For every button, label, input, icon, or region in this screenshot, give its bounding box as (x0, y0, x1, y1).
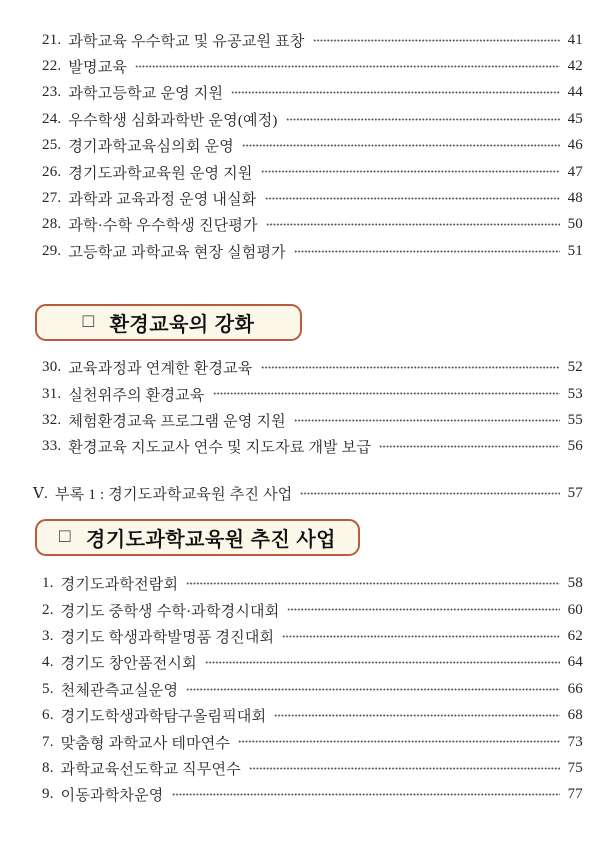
toc-entry-number: 30. (42, 359, 62, 376)
toc-entry-title: 천체관측교실운영 (60, 682, 179, 699)
dot-leader (379, 434, 560, 460)
toc-entry-page-number: 77 (567, 786, 583, 803)
toc-entry-title: 경기도 창안품전시회 (60, 656, 197, 673)
toc-entry-number: 28. (42, 216, 62, 233)
toc-entry-page-number: 73 (567, 733, 583, 750)
toc-entry (42, 355, 583, 381)
dot-leader (286, 106, 560, 132)
toc-entry-title: 이동과학차운영 (60, 788, 164, 805)
dot-leader (205, 650, 560, 676)
toc-entry-page-number: 60 (567, 601, 583, 618)
toc-entry-page-number: 42 (567, 58, 583, 75)
dot-leader (274, 702, 560, 728)
toc-entry-title: 교육과정과 연계한 환경교육 (68, 361, 253, 378)
toc-entry-title: 우수학생 심화과학반 운영(예정) (68, 112, 278, 129)
toc-entry (42, 782, 583, 808)
toc-entry-page-number: 56 (567, 438, 583, 455)
toc-entry-page-number: 48 (567, 190, 583, 207)
toc-entry-page-number: 68 (567, 707, 583, 724)
toc-entry-title: 발명교육 (68, 60, 128, 77)
toc-entry-number: 7. (42, 733, 54, 750)
toc-entry-number: 8. (42, 759, 54, 776)
dot-leader (172, 782, 561, 808)
toc-entry-title: 부록 1 : 경기도과학교육원 추진 사업 (54, 486, 293, 503)
toc-entry-page-number: 58 (567, 575, 583, 592)
toc-entry (42, 133, 583, 159)
section-header-title: 환경교육의 강화 (109, 313, 255, 336)
toc-entry-page-number: 46 (567, 137, 583, 154)
toc-entry (42, 650, 583, 676)
toc-entry-number: 22. (42, 58, 62, 75)
toc-entry-number: 3. (42, 627, 54, 644)
toc-entry-title: 과학고등학교 운영 지원 (68, 86, 224, 103)
toc-entry-number: 24. (42, 110, 62, 127)
square-bullet-icon: □ (59, 526, 72, 548)
dot-leader (242, 133, 560, 159)
toc-entry-page-number: 51 (567, 242, 583, 259)
toc-entry-number: 2. (42, 601, 54, 618)
toc-entry (42, 381, 583, 407)
dot-leader (294, 407, 560, 433)
toc-entry (42, 106, 583, 132)
dot-leader (213, 381, 560, 407)
toc-entry-title: 환경교육 지도교사 연수 및 지도자료 개발 보급 (68, 440, 372, 457)
toc-entry-title: 과학·수학 우수학생 진단평가 (68, 218, 258, 235)
toc-entry-title: 맞춤형 과학교사 테마연수 (60, 735, 231, 752)
toc-entry-title: 과학과 교육과정 운영 내실화 (68, 192, 257, 209)
dot-leader (231, 80, 560, 106)
toc-entry-page-number: 41 (567, 31, 583, 48)
dot-leader (261, 355, 560, 381)
toc-entry-number: Ⅴ. (33, 485, 48, 502)
toc-entry-page-number: 52 (567, 359, 583, 376)
toc-entry-page-number: 66 (567, 680, 583, 697)
dot-leader (261, 159, 560, 185)
toc-entry-number: 32. (42, 411, 62, 428)
toc-entry (42, 53, 583, 79)
dot-leader (300, 480, 560, 506)
toc-entry-page-number: 45 (567, 110, 583, 127)
toc-entry (42, 702, 583, 728)
toc-entry (42, 729, 583, 755)
dot-leader (135, 53, 560, 79)
toc-list-institute (42, 570, 583, 808)
section-header-title: 경기도과학교육원 추진 사업 (86, 529, 336, 552)
toc-entry (42, 623, 583, 649)
toc-entry-title: 경기도 중학생 수학·과학경시대회 (60, 603, 280, 620)
toc-entry-number: 21. (42, 31, 62, 48)
toc-entry (42, 238, 583, 264)
toc-entry-number: 31. (42, 385, 62, 402)
toc-entry-title: 경기과학교육심의회 운영 (68, 139, 234, 156)
toc-entry-page-number: 47 (567, 163, 583, 180)
toc-entry-page-number: 55 (567, 411, 583, 428)
toc-list-main (42, 27, 583, 265)
dot-leader (249, 755, 560, 781)
toc-entry (42, 676, 583, 702)
toc-entry (42, 185, 583, 211)
section-header-environment-education (35, 304, 302, 341)
dot-leader (294, 238, 560, 264)
toc-entry-title: 고등학교 과학교육 현장 실험평가 (68, 244, 286, 261)
toc-entry-title: 경기도 학생과학발명품 경진대회 (60, 629, 275, 646)
toc-entry-number: 1. (42, 575, 54, 592)
toc-entry (42, 597, 583, 623)
toc-entry-number: 23. (42, 84, 62, 101)
toc-entry (42, 80, 583, 106)
toc-entry-number: 4. (42, 654, 54, 671)
toc-entry-title: 과학교육선도학교 직무연수 (60, 761, 241, 778)
toc-entry-number: 27. (42, 190, 62, 207)
toc-entry-number: 6. (42, 707, 54, 724)
toc-entry-number: 33. (42, 438, 62, 455)
toc-entry-number: 5. (42, 680, 54, 697)
toc-entry-page-number: 57 (567, 484, 583, 501)
toc-entry-title: 경기도학생과학탐구올림픽대회 (60, 709, 267, 726)
dot-leader (282, 623, 560, 649)
dot-leader (266, 212, 560, 238)
toc-entry-number: 26. (42, 163, 62, 180)
toc-list-environment (42, 355, 583, 461)
toc-entry-page-number: 62 (567, 627, 583, 644)
toc-entry (42, 755, 583, 781)
dot-leader (313, 27, 560, 53)
toc-entry-number: 25. (42, 137, 62, 154)
toc-entry-title: 경기도과학전람회 (60, 577, 179, 594)
toc-entry-page-number: 75 (567, 759, 583, 776)
dot-leader (186, 570, 560, 596)
toc-entry-title: 과학교육 우수학교 및 유공교원 표창 (68, 33, 305, 50)
square-bullet-icon: □ (82, 310, 95, 332)
toc-entry-page-number: 44 (567, 84, 583, 101)
toc-entry-title: 경기도과학교육원 운영 지원 (68, 165, 253, 182)
toc-entry-title: 실천위주의 환경교육 (68, 387, 205, 404)
toc-entry (42, 27, 583, 53)
toc-entry-appendix (33, 480, 583, 506)
toc-entry-page-number: 53 (567, 385, 583, 402)
toc-entry (42, 434, 583, 460)
dot-leader (287, 597, 560, 623)
toc-entry-number: 29. (42, 242, 62, 259)
toc-entry (42, 570, 583, 596)
dot-leader (186, 676, 560, 702)
dot-leader (238, 729, 560, 755)
toc-entry-title: 체험환경교육 프로그램 운영 지원 (68, 413, 286, 430)
toc-entry-page-number: 50 (567, 216, 583, 233)
toc-entry-number: 9. (42, 786, 54, 803)
toc-entry-page-number: 64 (567, 654, 583, 671)
dot-leader (265, 185, 561, 211)
section-header-institute-projects (35, 519, 360, 556)
toc-entry (42, 159, 583, 185)
toc-entry (42, 407, 583, 433)
toc-entry (42, 212, 583, 238)
